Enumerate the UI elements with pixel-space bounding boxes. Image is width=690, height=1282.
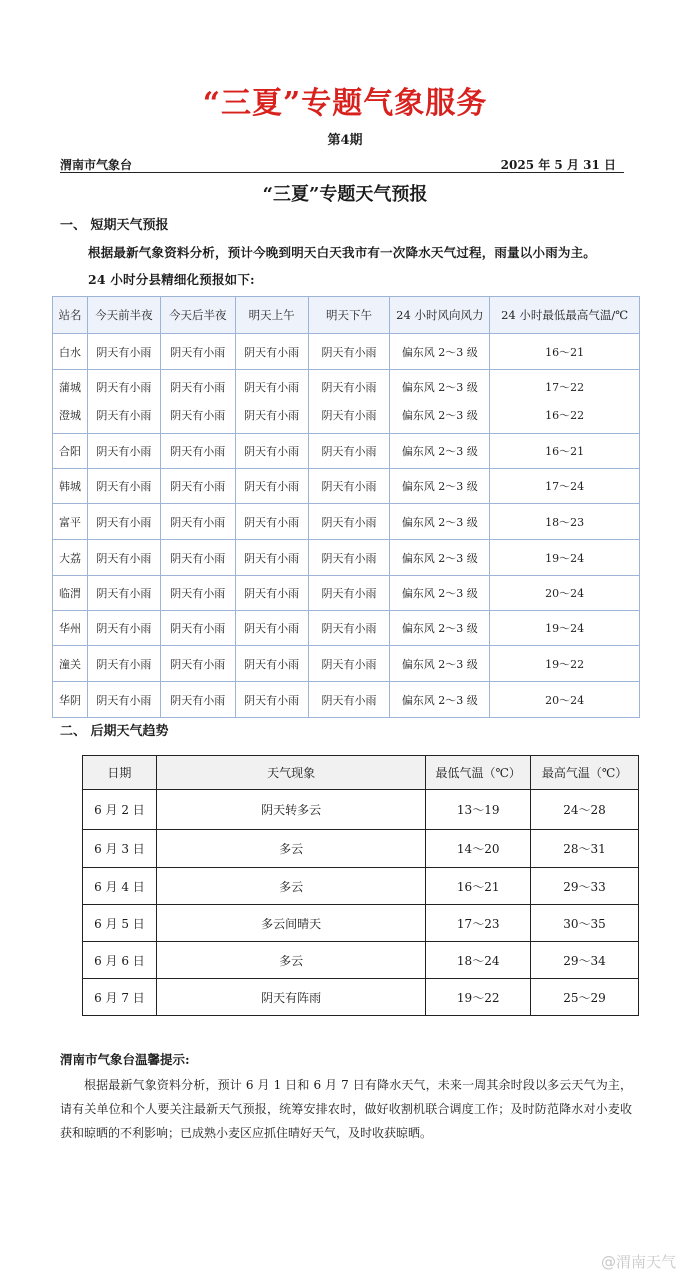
wind-cell: 偏东风 2～3 级 (390, 682, 490, 718)
table-row (83, 942, 639, 979)
table-row (53, 370, 640, 434)
low-temp-cell: 19～22 (426, 979, 531, 1016)
column-header: 最高气温（℃） (531, 756, 639, 790)
weather-cell: 阴天转多云 (156, 790, 425, 830)
forecast-text: 阴天有小雨 (321, 408, 377, 422)
issue-number: 第4期 (327, 133, 363, 148)
date-cell: 6 月 7 日 (83, 979, 157, 1016)
wind-text: 偏东风 2～3 级 (401, 380, 478, 394)
temp-cell: 18～23 (490, 504, 640, 540)
table-row (53, 469, 640, 504)
forecast-cell: 阴天有小雨 (235, 540, 308, 576)
low-temp-cell: 18～24 (426, 942, 531, 979)
station-cell: 华州 (53, 611, 88, 646)
table-row (53, 611, 640, 646)
temp-cell: 19～24 (490, 611, 640, 646)
station-cell: 临渭 (53, 576, 88, 611)
date-cell: 6 月 4 日 (83, 868, 157, 905)
forecast-cell (160, 370, 235, 434)
column-header: 24 小时风向风力 (390, 297, 490, 334)
wind-cell: 偏东风 2～3 级 (390, 576, 490, 611)
date-cell: 6 月 6 日 (83, 942, 157, 979)
forecast-cell: 阴天有小雨 (308, 576, 390, 611)
wind-cell: 偏东风 2～3 级 (390, 504, 490, 540)
temp-cell (490, 370, 640, 434)
column-header: 明天下午 (308, 297, 390, 334)
weather-cell: 多云间晴天 (156, 905, 425, 942)
forecast-cell: 阴天有小雨 (235, 611, 308, 646)
forecast-cell: 阴天有小雨 (235, 646, 308, 682)
temp-cell: 16～21 (490, 334, 640, 370)
forecast-text: 阴天有小雨 (321, 380, 377, 394)
table-row (53, 682, 640, 718)
forecast-cell: 阴天有小雨 (87, 611, 160, 646)
forecast-text: 阴天有小雨 (96, 380, 152, 394)
section2-heading: 二、 后期天气趋势 (60, 724, 169, 739)
table-header-row (83, 756, 639, 790)
forecast-text: 阴天有小雨 (96, 408, 152, 422)
trend-table (82, 755, 639, 1016)
wind-cell: 偏东风 2～3 级 (390, 646, 490, 682)
temp-cell: 17～24 (490, 469, 640, 504)
forecast-cell: 阴天有小雨 (308, 504, 390, 540)
column-header: 天气现象 (156, 756, 425, 790)
station-cell: 潼关 (53, 646, 88, 682)
forecast-cell: 阴天有小雨 (87, 682, 160, 718)
weather-cell: 多云 (156, 868, 425, 905)
station-cell: 韩城 (53, 469, 88, 504)
column-header: 站名 (53, 297, 88, 334)
forecast-cell: 阴天有小雨 (87, 469, 160, 504)
forecast-cell: 阴天有小雨 (308, 469, 390, 504)
station-cell: 白水 (53, 334, 88, 370)
station-name: 澄城 (58, 408, 81, 422)
high-temp-cell: 28～31 (531, 830, 639, 868)
low-temp-cell: 13～19 (426, 790, 531, 830)
section1-subheading: 24 小时分县精细化预报如下: (88, 272, 255, 287)
high-temp-cell: 24～28 (531, 790, 639, 830)
section1-heading: 一、 短期天气预报 (60, 218, 169, 233)
table-row (83, 830, 639, 868)
high-temp-cell: 30～35 (531, 905, 639, 942)
station-name: 蒲城 (58, 380, 81, 394)
column-header: 今天前半夜 (87, 297, 160, 334)
weather-cell: 多云 (156, 942, 425, 979)
table-row (53, 646, 640, 682)
section1-paragraph: 根据最新气象资料分析，预计今晚到明天白天我市有一次降水天气过程，雨量以小雨为主。 (88, 245, 597, 260)
forecast-cell: 阴天有小雨 (160, 682, 235, 718)
forecast-cell: 阴天有小雨 (160, 576, 235, 611)
forecast-cell (87, 370, 160, 434)
temp-text: 17～22 (545, 380, 585, 394)
forecast-cell: 阴天有小雨 (235, 576, 308, 611)
forecast-cell: 阴天有小雨 (308, 540, 390, 576)
wind-cell: 偏东风 2～3 级 (390, 469, 490, 504)
county-forecast-table (52, 296, 640, 718)
watermark: @渭南天气 (600, 1253, 676, 1271)
table-row (83, 790, 639, 830)
column-header: 24 小时最低最高气温/℃ (490, 297, 640, 334)
forecast-cell: 阴天有小雨 (160, 504, 235, 540)
station-cell: 华阴 (53, 682, 88, 718)
forecast-cell: 阴天有小雨 (87, 576, 160, 611)
date-cell: 6 月 2 日 (83, 790, 157, 830)
forecast-cell: 阴天有小雨 (235, 334, 308, 370)
weather-cell: 阴天有阵雨 (156, 979, 425, 1016)
forecast-cell (235, 370, 308, 434)
forecast-cell: 阴天有小雨 (235, 469, 308, 504)
forecast-cell: 阴天有小雨 (308, 334, 390, 370)
temp-cell: 20～24 (490, 576, 640, 611)
station-cell: 合阳 (53, 434, 88, 469)
forecast-cell: 阴天有小雨 (160, 540, 235, 576)
table-row (53, 540, 640, 576)
forecast-cell: 阴天有小雨 (160, 469, 235, 504)
wind-cell: 偏东风 2～3 级 (390, 540, 490, 576)
table-row (53, 434, 640, 469)
high-temp-cell: 29～34 (531, 942, 639, 979)
table-row (83, 905, 639, 942)
forecast-cell: 阴天有小雨 (235, 504, 308, 540)
forecast-cell (308, 370, 390, 434)
column-header: 明天上午 (235, 297, 308, 334)
table-row (83, 979, 639, 1016)
temp-cell: 19～22 (490, 646, 640, 682)
wind-cell (390, 370, 490, 434)
low-temp-cell: 17～23 (426, 905, 531, 942)
forecast-text: 阴天有小雨 (170, 380, 226, 394)
low-temp-cell: 16～21 (426, 868, 531, 905)
forecast-text: 阴天有小雨 (170, 408, 226, 422)
forecast-cell: 阴天有小雨 (308, 682, 390, 718)
column-header: 日期 (83, 756, 157, 790)
tips-body: 根据最新气象资料分析，预计 6 月 1 日和 6 月 7 日有降水天气，未来一周其余时段以多云天气为主，请有关单位和个人要关注最新天气预报，统筹安排农时，做好收割机联合调度工作；及时防范降水对小麦收获和晾晒的不利影响；已成熟小麦区应抓住晴好天气，及时收获晾晒。 (60, 1078, 632, 1140)
date-cell: 6 月 3 日 (83, 830, 157, 868)
table-row (53, 504, 640, 540)
temp-cell: 19～24 (490, 540, 640, 576)
high-temp-cell: 25～29 (531, 979, 639, 1016)
forecast-cell: 阴天有小雨 (87, 504, 160, 540)
wind-text: 偏东风 2～3 级 (401, 408, 478, 422)
forecast-cell: 阴天有小雨 (235, 434, 308, 469)
wind-cell: 偏东风 2～3 级 (390, 611, 490, 646)
temp-cell: 16～21 (490, 434, 640, 469)
table-row (53, 334, 640, 370)
forecast-cell: 阴天有小雨 (160, 646, 235, 682)
weather-cell: 多云 (156, 830, 425, 868)
forecast-cell: 阴天有小雨 (87, 540, 160, 576)
high-temp-cell: 29～33 (531, 868, 639, 905)
tips-heading: 渭南市气象台温馨提示: (60, 1052, 190, 1067)
forecast-cell: 阴天有小雨 (87, 334, 160, 370)
station-cell: 大荔 (53, 540, 88, 576)
issuer-name: 渭南市气象台 (60, 158, 133, 172)
column-header: 最低气温（℃） (426, 756, 531, 790)
forecast-cell: 阴天有小雨 (160, 434, 235, 469)
forecast-cell: 阴天有小雨 (87, 646, 160, 682)
column-header: 今天后半夜 (160, 297, 235, 334)
forecast-cell: 阴天有小雨 (308, 646, 390, 682)
banner-title: “三夏”专题气象服务 (202, 86, 488, 121)
temp-text: 16～22 (545, 408, 585, 422)
table-header-row (53, 297, 640, 334)
forecast-cell: 阴天有小雨 (235, 682, 308, 718)
station-cell: 富平 (53, 504, 88, 540)
forecast-cell: 阴天有小雨 (87, 434, 160, 469)
forecast-cell: 阴天有小雨 (308, 611, 390, 646)
forecast-cell: 阴天有小雨 (160, 334, 235, 370)
table-row (53, 576, 640, 611)
wind-cell: 偏东风 2～3 级 (390, 334, 490, 370)
document-title: “三夏”专题天气预报 (262, 184, 428, 205)
issue-date: 2025 年 5 月 31 日 (500, 158, 616, 172)
temp-cell: 20～24 (490, 682, 640, 718)
forecast-text: 阴天有小雨 (244, 408, 300, 422)
forecast-cell: 阴天有小雨 (160, 611, 235, 646)
meta-row (60, 156, 624, 173)
table-row (83, 868, 639, 905)
wind-cell: 偏东风 2～3 级 (390, 434, 490, 469)
low-temp-cell: 14～20 (426, 830, 531, 868)
forecast-cell: 阴天有小雨 (308, 434, 390, 469)
date-cell: 6 月 5 日 (83, 905, 157, 942)
forecast-text: 阴天有小雨 (244, 380, 300, 394)
station-cell (53, 370, 88, 434)
